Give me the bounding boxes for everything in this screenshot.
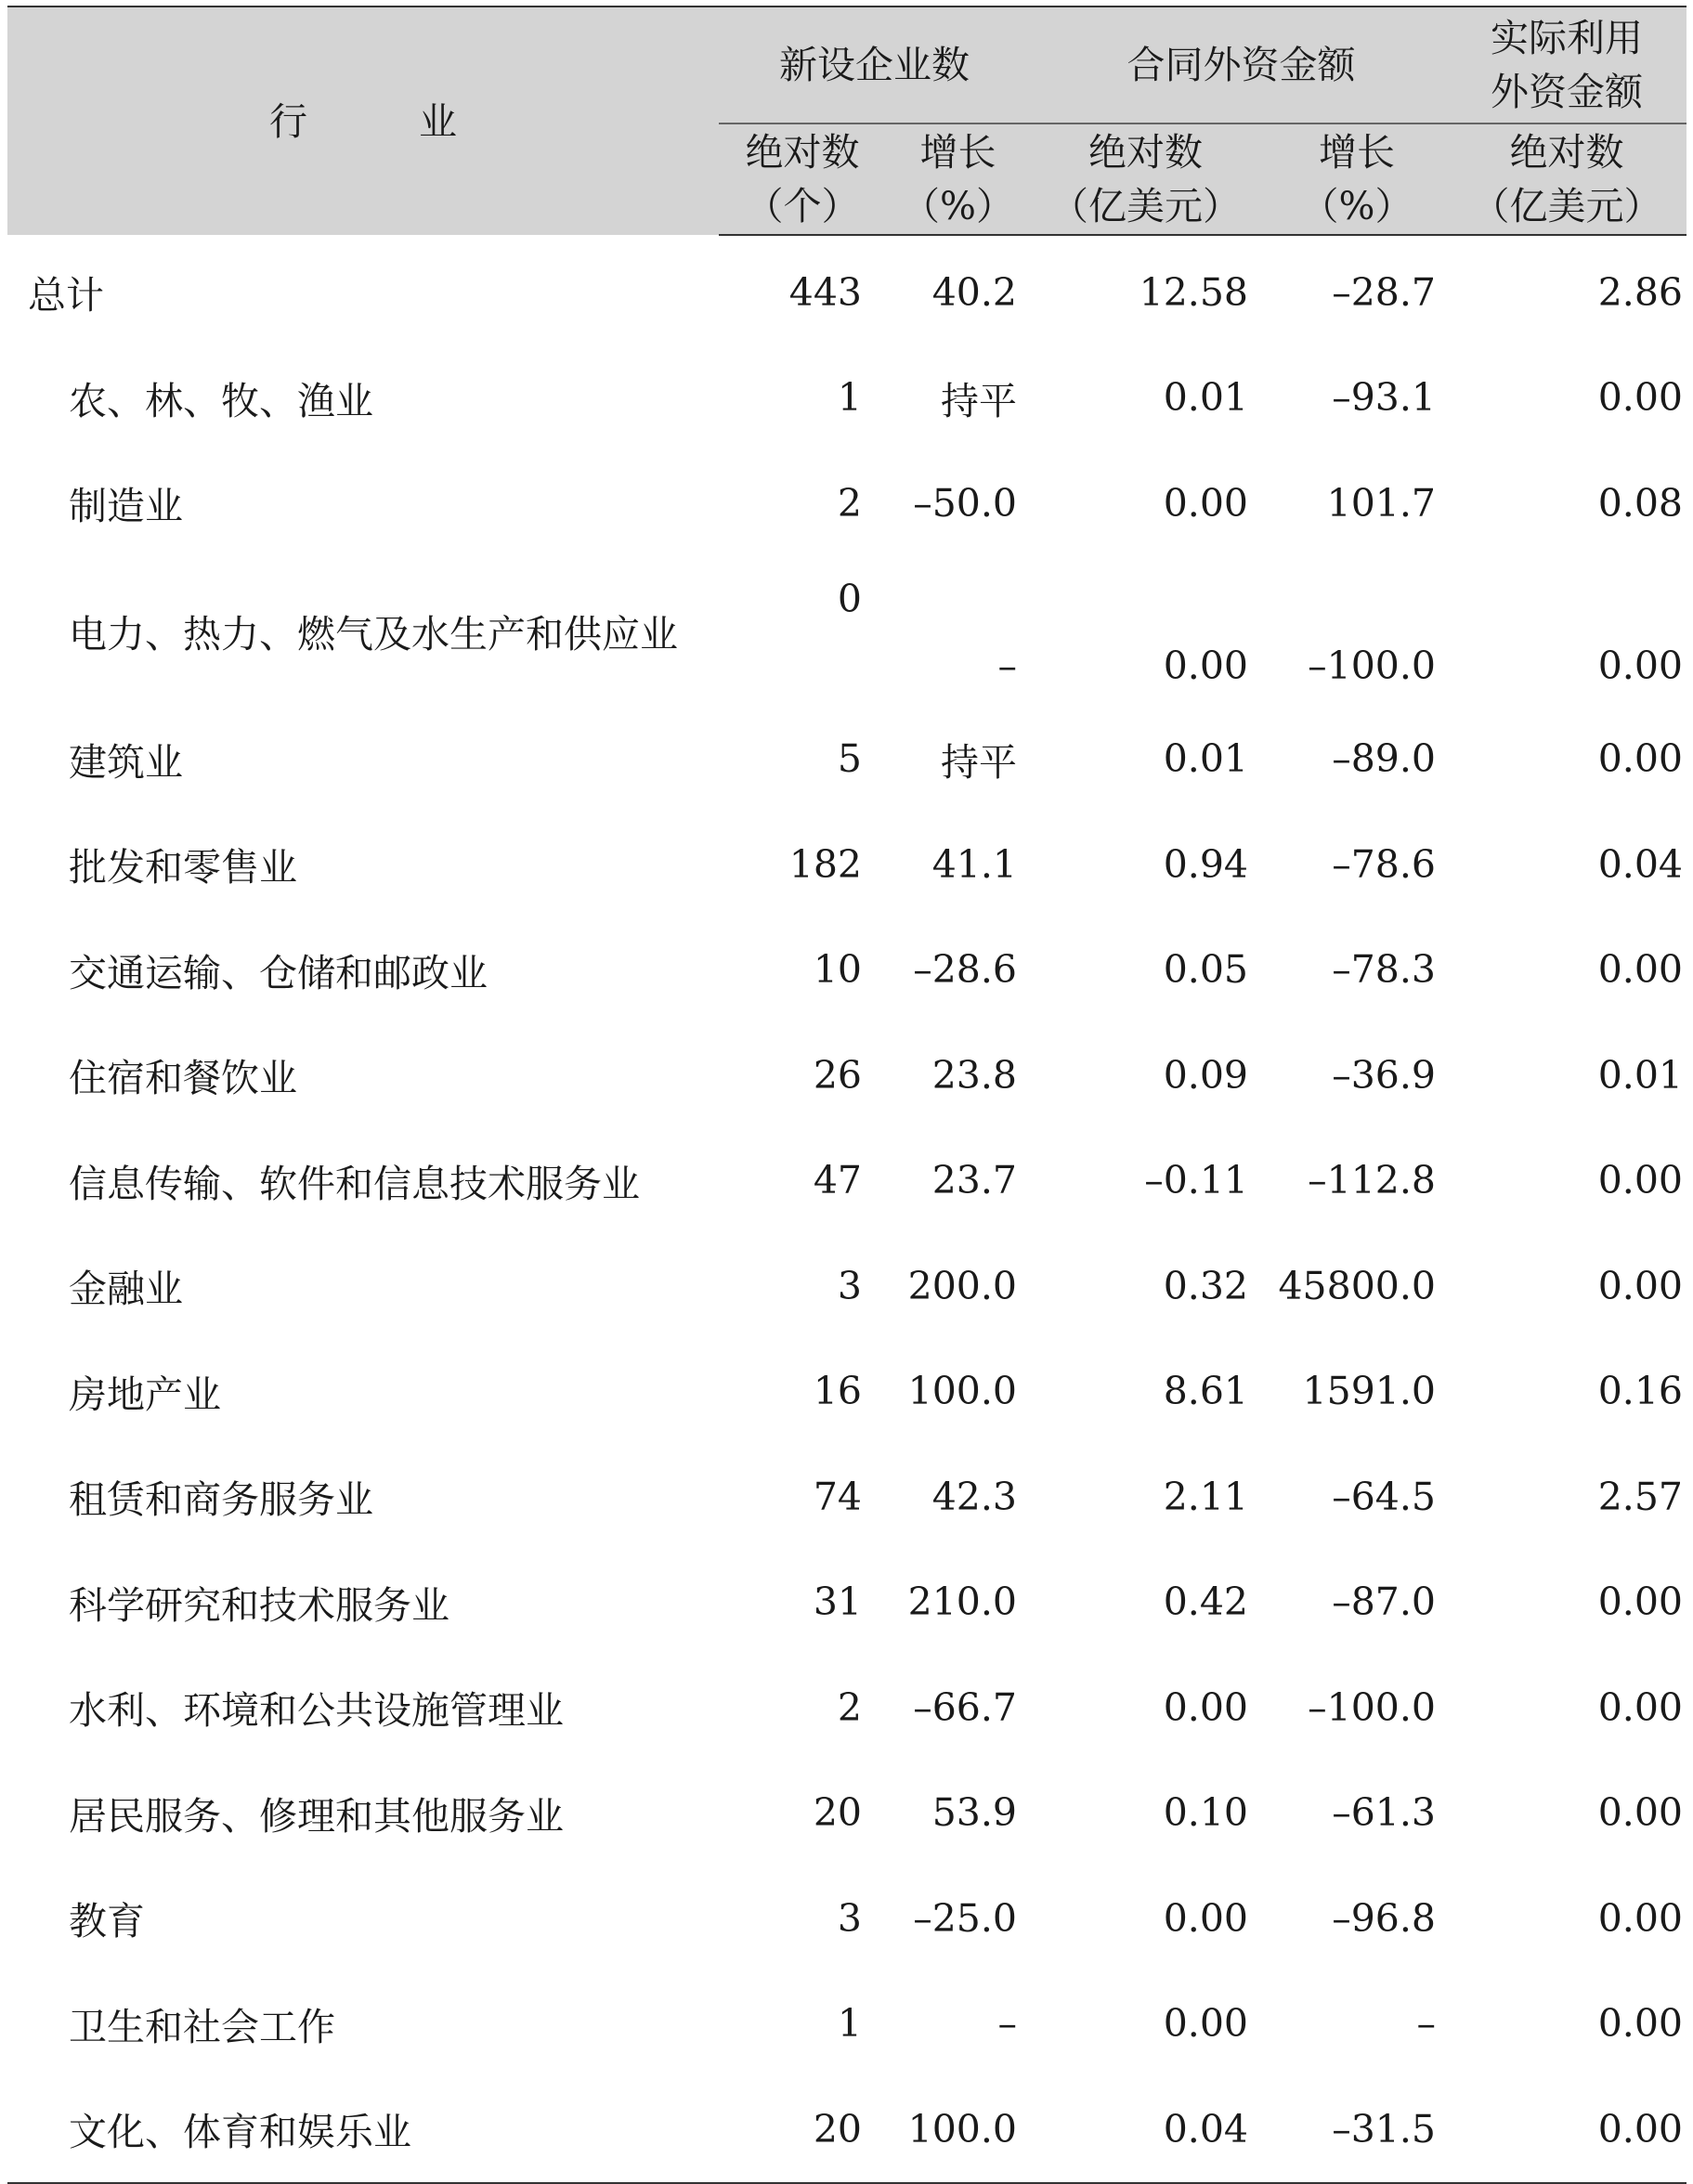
contract-amount-header bbox=[1030, 124, 1261, 235]
table-row bbox=[7, 2076, 1686, 2183]
table-row bbox=[7, 1550, 1686, 1656]
contract-growth-header bbox=[1261, 124, 1452, 235]
table-row-total bbox=[7, 235, 1686, 345]
contract-growth-cell: –28.7 bbox=[1332, 269, 1436, 315]
actual-amount-cell: 0.00 bbox=[1597, 2001, 1683, 2047]
new-growth-header bbox=[886, 124, 1030, 235]
contract-amount-cell: 0.05 bbox=[1163, 947, 1248, 993]
table-row bbox=[7, 812, 1686, 917]
actual-amount-cell: 0.00 bbox=[1597, 736, 1683, 782]
actual-fdi-header-line-1: 实际利用 bbox=[1491, 16, 1643, 60]
industry-cell: 卫生和社会工作 bbox=[69, 2004, 335, 2049]
new-growth-cell: –28.6 bbox=[913, 947, 1017, 993]
contract-amount-cell: 0.32 bbox=[1163, 1263, 1248, 1308]
table-row bbox=[7, 1233, 1686, 1339]
new-growth-cell: 持平 bbox=[941, 378, 1017, 423]
actual-fdi-header-line-2: 外资金额 bbox=[1491, 70, 1643, 114]
table-row bbox=[7, 1022, 1686, 1128]
new-enterprises-header: 新设企业数 bbox=[719, 6, 1030, 124]
contract-growth-unit: （%） bbox=[1300, 184, 1413, 228]
industry-cell: 金融业 bbox=[69, 1267, 183, 1312]
industry-cell: 科学研究和技术服务业 bbox=[69, 1582, 449, 1628]
industry-cell: 教育 bbox=[69, 1899, 145, 1944]
contract-amount-cell: 0.01 bbox=[1163, 375, 1248, 421]
fdi-by-industry-table bbox=[7, 6, 1686, 2184]
new-growth-cell: 42.3 bbox=[931, 1474, 1017, 1519]
actual-amount-header bbox=[1452, 124, 1686, 235]
industry-cell: 住宿和餐饮业 bbox=[69, 1056, 297, 1101]
new-count-unit: （个） bbox=[745, 184, 860, 228]
table-row bbox=[7, 1655, 1686, 1761]
new-count-cell: 443 bbox=[788, 269, 862, 315]
contract-growth-cell: 45800.0 bbox=[1278, 1263, 1436, 1308]
actual-amount-cell: 0.00 bbox=[1452, 2076, 1686, 2183]
industry-cell: 批发和零售业 bbox=[69, 845, 297, 890]
new-growth-cell: 持平 bbox=[941, 739, 1017, 785]
contract-growth-cell: –36.9 bbox=[1332, 1052, 1436, 1098]
new-count-cell: 47 bbox=[813, 1158, 862, 1203]
industry-cell: 居民服务、修理和其他服务业 bbox=[69, 1793, 564, 1839]
new-count-label: 绝对数 bbox=[745, 130, 860, 175]
contract-amount-cell: 2.11 bbox=[1163, 1474, 1248, 1519]
table-row bbox=[7, 707, 1686, 812]
new-growth-cell: 41.1 bbox=[931, 841, 1017, 887]
contract-amount-cell: 0.94 bbox=[1163, 841, 1248, 887]
new-growth-cell: – bbox=[997, 643, 1017, 688]
industry-cell: 电力、热力、燃气及水生产和供应业 bbox=[69, 612, 678, 656]
industry-cell: 总计 bbox=[28, 272, 104, 318]
contract-growth-cell: –87.0 bbox=[1332, 1580, 1436, 1625]
header-row-top bbox=[7, 6, 1686, 124]
new-count-cell: 1 bbox=[837, 375, 862, 421]
actual-amount-cell: 0.08 bbox=[1597, 480, 1683, 526]
contract-amount-cell: 0.42 bbox=[1163, 1580, 1248, 1625]
new-growth-unit: （%） bbox=[902, 184, 1014, 228]
contract-amount-cell: 0.00 bbox=[1163, 1895, 1248, 1941]
industry-cell: 建筑业 bbox=[69, 739, 183, 785]
new-count-cell: 0 bbox=[837, 576, 862, 621]
actual-amount-cell: 0.00 bbox=[1597, 1158, 1683, 1203]
contract-growth-cell: –100.0 bbox=[1308, 1684, 1436, 1730]
table-row bbox=[7, 1444, 1686, 1550]
new-growth-cell: 23.8 bbox=[931, 1052, 1017, 1098]
new-growth-cell: –50.0 bbox=[913, 480, 1017, 526]
table-header bbox=[7, 6, 1686, 235]
table-row bbox=[7, 1866, 1686, 1971]
new-count-cell: 3 bbox=[837, 1263, 862, 1308]
contract-growth-cell: –31.5 bbox=[1261, 2076, 1452, 2183]
actual-amount-cell: 0.00 bbox=[1597, 643, 1683, 688]
contract-amount-cell: 8.61 bbox=[1163, 1369, 1248, 1414]
new-growth-cell: 100.0 bbox=[907, 1369, 1017, 1414]
contract-growth-cell: –78.6 bbox=[1332, 841, 1436, 887]
contract-growth-cell: –61.3 bbox=[1332, 1790, 1436, 1836]
new-count-cell: 26 bbox=[813, 1052, 862, 1098]
table-row bbox=[7, 1971, 1686, 2077]
actual-amount-cell: 2.57 bbox=[1597, 1474, 1683, 1519]
new-count-cell: 2 bbox=[837, 480, 862, 526]
contract-amount-unit: （亿美元） bbox=[1050, 184, 1241, 228]
new-count-cell: 10 bbox=[813, 947, 862, 993]
new-count-cell: 31 bbox=[813, 1580, 862, 1625]
industry-cell: 文化、体育和娱乐业 bbox=[7, 2076, 719, 2183]
table-row bbox=[7, 450, 1686, 556]
industry-cell: 水利、环境和公共设施管理业 bbox=[69, 1688, 564, 1734]
actual-amount-cell: 0.00 bbox=[1597, 375, 1683, 421]
contract-amount-cell: 12.58 bbox=[1139, 269, 1248, 315]
actual-amount-cell: 0.16 bbox=[1597, 1369, 1683, 1414]
new-count-cell: 5 bbox=[837, 736, 862, 782]
actual-amount-cell: 0.00 bbox=[1597, 947, 1683, 993]
table-row bbox=[7, 556, 1686, 707]
industry-header-char-1: 行 bbox=[269, 98, 307, 144]
contract-growth-cell: 101.7 bbox=[1326, 480, 1436, 526]
contract-growth-cell: –78.3 bbox=[1332, 947, 1436, 993]
contract-growth-label: 增长 bbox=[1319, 130, 1395, 175]
actual-amount-cell: 2.86 bbox=[1597, 269, 1683, 315]
new-growth-cell: 200.0 bbox=[907, 1263, 1017, 1308]
actual-amount-cell: 0.00 bbox=[1597, 1790, 1683, 1836]
industry-header-char-2: 业 bbox=[419, 98, 457, 144]
table-body bbox=[7, 235, 1686, 2183]
contract-amount-cell: –0.11 bbox=[1144, 1158, 1248, 1203]
table-row bbox=[7, 917, 1686, 1023]
new-growth-cell: 100.0 bbox=[886, 2076, 1030, 2183]
new-growth-cell: 53.9 bbox=[931, 1790, 1017, 1836]
actual-amount-label: 绝对数 bbox=[1509, 130, 1624, 175]
new-growth-cell: 40.2 bbox=[931, 269, 1017, 315]
actual-fdi-header bbox=[1452, 6, 1686, 124]
new-count-cell: 20 bbox=[813, 1790, 862, 1836]
industry-cell: 房地产业 bbox=[69, 1372, 221, 1417]
new-count-cell: 74 bbox=[813, 1474, 862, 1519]
contract-growth-cell: –89.0 bbox=[1332, 736, 1436, 782]
contract-amount-label: 绝对数 bbox=[1088, 130, 1203, 175]
contract-growth-cell: 1591.0 bbox=[1302, 1369, 1436, 1414]
contract-amount-cell: 0.00 bbox=[1163, 1684, 1248, 1730]
contract-amount-cell: 0.04 bbox=[1030, 2076, 1261, 2183]
new-count-header bbox=[719, 124, 886, 235]
new-growth-label: 增长 bbox=[919, 130, 996, 175]
new-growth-cell: – bbox=[997, 2001, 1017, 2047]
actual-amount-unit: （亿美元） bbox=[1471, 184, 1662, 228]
actual-amount-cell: 0.00 bbox=[1597, 1895, 1683, 1941]
table-row bbox=[7, 345, 1686, 451]
new-count-cell: 2 bbox=[837, 1684, 862, 1730]
contract-growth-cell: –64.5 bbox=[1332, 1474, 1436, 1519]
contract-amount-cell: 0.09 bbox=[1163, 1052, 1248, 1098]
contract-amount-cell: 0.00 bbox=[1163, 2001, 1248, 2047]
new-growth-cell: –66.7 bbox=[913, 1684, 1017, 1730]
actual-amount-cell: 0.01 bbox=[1597, 1052, 1683, 1098]
contract-growth-cell: –96.8 bbox=[1332, 1895, 1436, 1941]
actual-amount-cell: 0.00 bbox=[1597, 1263, 1683, 1308]
table-row bbox=[7, 1761, 1686, 1866]
actual-amount-cell: 0.00 bbox=[1597, 1684, 1683, 1730]
industry-cell: 信息传输、软件和信息技术服务业 bbox=[69, 1161, 640, 1206]
new-count-cell: 16 bbox=[813, 1369, 862, 1414]
industry-column-header bbox=[7, 6, 719, 235]
contract-amount-cell: 0.00 bbox=[1163, 480, 1248, 526]
industry-cell: 农、林、牧、渔业 bbox=[69, 378, 373, 423]
contract-growth-cell: –112.8 bbox=[1308, 1158, 1436, 1203]
contract-growth-cell: – bbox=[1416, 2001, 1436, 2047]
industry-cell: 制造业 bbox=[69, 484, 183, 529]
actual-amount-cell: 0.00 bbox=[1597, 1580, 1683, 1625]
industry-cell: 交通运输、仓储和邮政业 bbox=[69, 950, 488, 995]
new-growth-cell: 210.0 bbox=[907, 1580, 1017, 1625]
contract-fdi-header: 合同外资金额 bbox=[1030, 6, 1452, 124]
contract-growth-cell: –100.0 bbox=[1308, 643, 1436, 688]
new-count-cell: 20 bbox=[719, 2076, 886, 2183]
contract-amount-cell: 0.00 bbox=[1163, 643, 1248, 688]
contract-growth-cell: –93.1 bbox=[1332, 375, 1436, 421]
new-count-cell: 1 bbox=[837, 2001, 862, 2047]
new-count-cell: 3 bbox=[837, 1895, 862, 1941]
new-growth-cell: –25.0 bbox=[913, 1895, 1017, 1941]
new-count-cell: 182 bbox=[788, 841, 862, 887]
table-row bbox=[7, 1128, 1686, 1234]
contract-amount-cell: 0.01 bbox=[1163, 736, 1248, 782]
actual-amount-cell: 0.04 bbox=[1597, 841, 1683, 887]
industry-cell: 租赁和商务服务业 bbox=[69, 1477, 373, 1523]
table-row bbox=[7, 1339, 1686, 1445]
contract-amount-cell: 0.10 bbox=[1163, 1790, 1248, 1836]
new-growth-cell: 23.7 bbox=[931, 1158, 1017, 1203]
